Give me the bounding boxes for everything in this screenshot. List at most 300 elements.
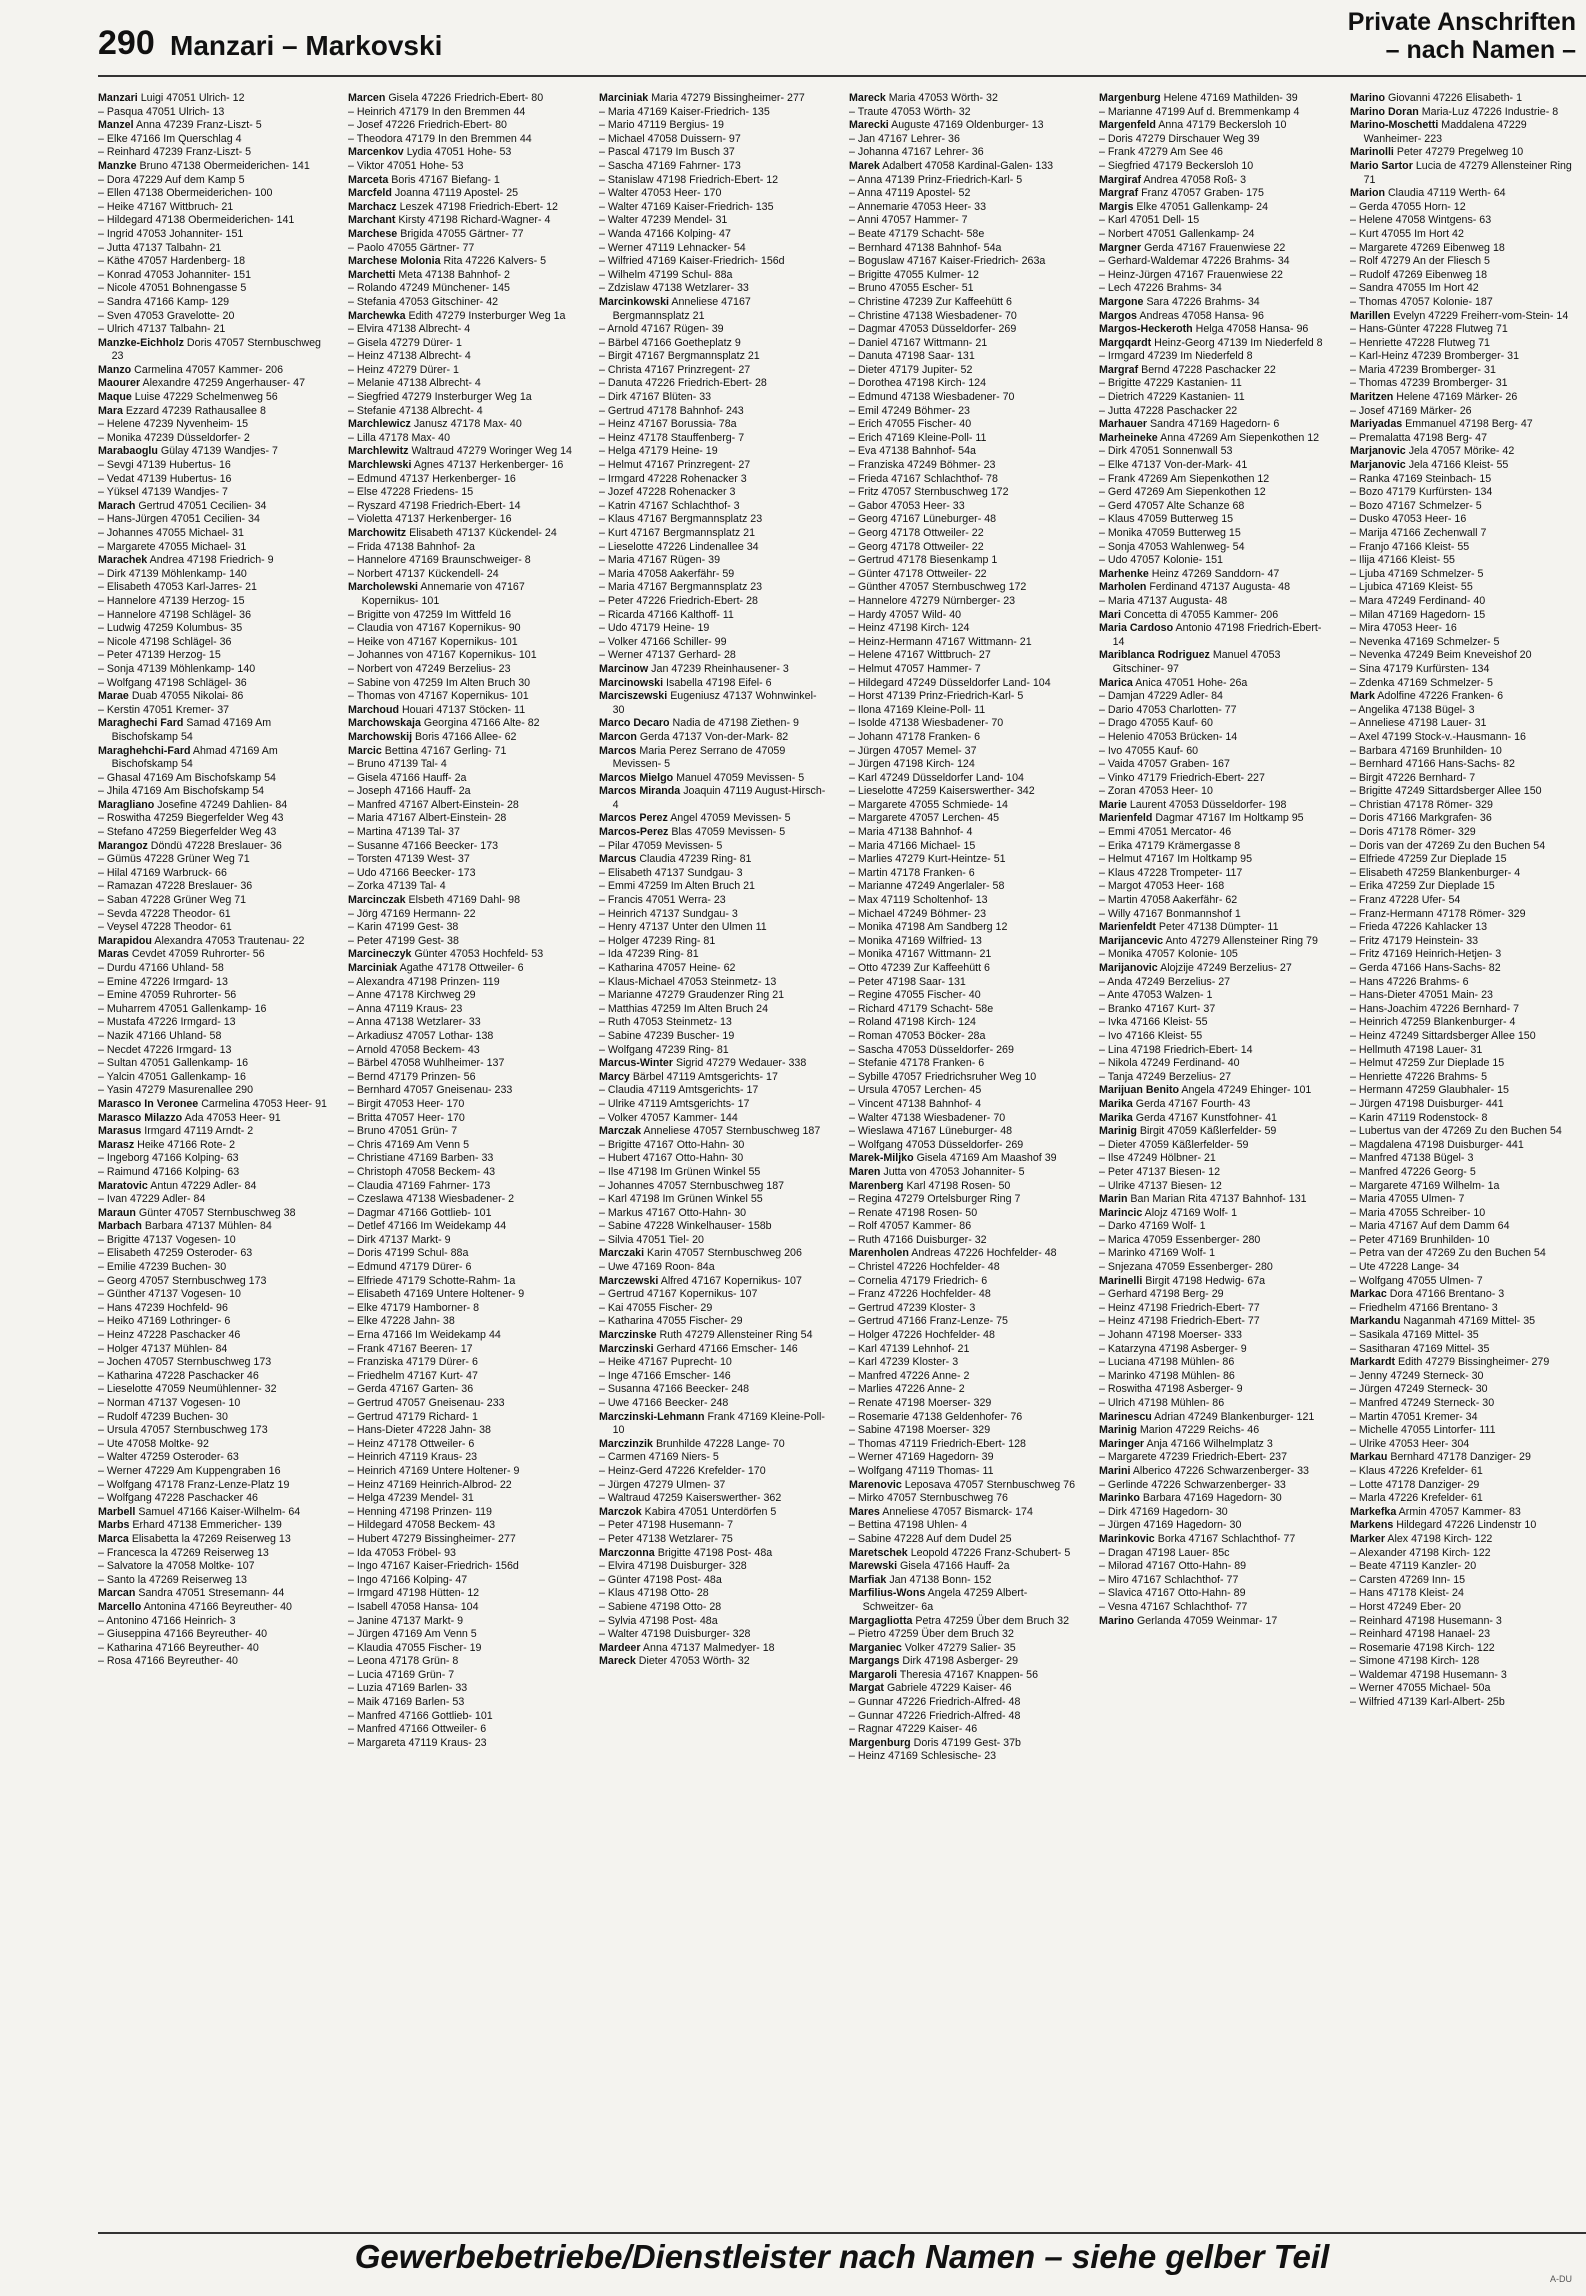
directory-entry xyxy=(849,214,1078,228)
entry-surname: Marinkovic xyxy=(1099,1532,1156,1545)
directory-entry xyxy=(348,1016,577,1030)
directory-entry xyxy=(1350,527,1579,541)
directory-entry xyxy=(98,677,327,691)
entry-details: – Anni 47057 Hammer- 7 xyxy=(848,214,968,227)
directory-entry xyxy=(1099,1343,1328,1357)
directory-entry xyxy=(1350,228,1579,242)
directory-entry xyxy=(1350,745,1579,759)
entry-details: – Udo 47057 Kolonie- 151 xyxy=(1099,554,1224,567)
directory-entry xyxy=(1099,296,1328,310)
entry-surname: Marinig xyxy=(1099,1424,1138,1437)
entry-details: – Dragan 47198 Lauer- 85c xyxy=(1099,1546,1230,1559)
entry-details: – Danuta 47226 Friedrich-Ebert- 28 xyxy=(598,377,767,390)
directory-entry xyxy=(1099,459,1328,473)
entry-details: – Katarzyna 47198 Asberger- 9 xyxy=(1099,1342,1248,1355)
entry-details: – Frieda 47167 Schlachthof- 78 xyxy=(848,472,998,485)
directory-entry xyxy=(348,1139,577,1153)
entry-details: – Gerda 47167 Garten- 36 xyxy=(348,1383,474,1396)
directory-entry xyxy=(849,663,1078,677)
entry-details: – Dirk 47051 Sonnenwall 53 xyxy=(1099,445,1233,458)
entry-details: – Helmut 47259 Zur Dieplade 15 xyxy=(1349,1057,1504,1070)
directory-entry xyxy=(849,119,1078,133)
entry-surname: Marinescu xyxy=(1099,1410,1153,1423)
directory-entry xyxy=(1350,1166,1579,1180)
entry-details: – Premalatta 47198 Berg- 47 xyxy=(1349,431,1487,444)
entry-details: Luise 47229 Schelmenweg 56 xyxy=(134,391,278,404)
entry-details: – Emine 47226 Irmgard- 13 xyxy=(98,975,228,988)
entry-details: – Reinhard 47198 Hanael- 23 xyxy=(1349,1628,1490,1641)
entry-details: – Dusko 47053 Heer- 16 xyxy=(1349,513,1466,526)
directory-entry xyxy=(849,1492,1078,1506)
directory-entry xyxy=(98,1370,327,1384)
entry-surname: Marbach xyxy=(98,1220,142,1233)
directory-entry xyxy=(599,1343,828,1357)
directory-entry xyxy=(348,1438,577,1452)
entry-surname: Mara xyxy=(98,404,123,417)
entry-details: Jan 47138 Bonn- 152 xyxy=(889,1573,992,1586)
entry-details: – Monika 47057 Kolonie- 105 xyxy=(1099,948,1239,961)
entry-surname: Marchant xyxy=(348,214,396,227)
directory-entry xyxy=(1099,310,1328,324)
entry-details: – Richard 47179 Schacht- 58e xyxy=(848,1002,994,1015)
entry-details: – Chris 47169 Am Venn 5 xyxy=(348,1138,470,1151)
directory-entry xyxy=(1099,214,1328,228)
entry-details: Evelyn 47229 Freiherr-vom-Stein- 14 xyxy=(1392,309,1568,322)
entry-surname: Mariblanca Rodriguez xyxy=(1099,649,1211,662)
directory-entry xyxy=(849,908,1078,922)
entry-details: – Petra van der 47269 Zu den Buchen 54 xyxy=(1349,1247,1546,1260)
entry-details: – Alexander 47198 Kirch- 122 xyxy=(1349,1546,1491,1559)
entry-surname: Marienfeldt xyxy=(1099,921,1157,934)
entry-surname: Marcos Perez xyxy=(598,812,668,825)
directory-entry xyxy=(1350,269,1579,283)
entry-details: – Sasikala 47169 Mittel- 35 xyxy=(1349,1329,1479,1342)
entry-details: – Peter 47199 Gest- 38 xyxy=(348,934,460,947)
directory-entry xyxy=(98,799,327,813)
entry-details: – Katrin 47167 Schlachthof- 3 xyxy=(598,499,740,512)
entry-details: – Martin 47051 Kremer- 34 xyxy=(1349,1410,1478,1423)
directory-entry xyxy=(1099,1247,1328,1261)
directory-entry xyxy=(849,1302,1078,1316)
entry-details: – Rosemarie 47198 Kirch- 122 xyxy=(1349,1641,1495,1654)
entry-details: – Sybille 47057 Friedrichsruher Weg 10 xyxy=(848,1070,1037,1083)
directory-entry xyxy=(849,840,1078,854)
entry-surname: Margangs xyxy=(848,1655,900,1668)
directory-entry xyxy=(348,1166,577,1180)
directory-entry xyxy=(348,704,577,718)
entry-details: – Erich 47055 Fischer- 40 xyxy=(848,418,972,431)
entry-details: Naganmah 47169 Mittel- 35 xyxy=(1403,1315,1535,1328)
entry-details: – Bernhard 47166 Hans-Sachs- 82 xyxy=(1349,758,1515,771)
entry-details: – Peter 47169 Brunhilden- 10 xyxy=(1349,1233,1490,1246)
directory-entry xyxy=(849,677,1078,691)
entry-details: – Vaida 47057 Graben- 167 xyxy=(1099,758,1231,771)
directory-entry xyxy=(849,473,1078,487)
entry-details: – Ingo 47166 Kolping- 47 xyxy=(348,1573,468,1586)
entry-details: Armin 47057 Kammer- 83 xyxy=(1398,1505,1521,1518)
directory-entry xyxy=(599,1329,828,1343)
entry-details: – Siegfried 47279 Insterburger Weg 1a xyxy=(348,391,533,404)
directory-entry xyxy=(348,554,577,568)
entry-details: Antonio 47198 Friedrich-Ebert- 14 xyxy=(1112,622,1322,648)
entry-details: – Hildegard 47138 Obermeiderichen- 141 xyxy=(98,214,295,227)
entry-details: – Heinz-Jürgen 47167 Frauenwiese 22 xyxy=(1099,268,1284,281)
directory-entry xyxy=(599,908,828,922)
directory-entry xyxy=(599,1519,828,1533)
entry-details: – Maria 47167 Bergmannsplatz 23 xyxy=(598,581,762,594)
entry-details: Janusz 47178 Max- 40 xyxy=(414,418,523,431)
directory-entry xyxy=(1350,704,1579,718)
entry-details: – Norbert 47051 Gallenkamp- 24 xyxy=(1099,227,1255,240)
directory-entry xyxy=(98,473,327,487)
entry-details: – Jürgen 47057 Memel- 37 xyxy=(848,744,977,757)
entry-surname: Maratovic xyxy=(98,1179,148,1192)
entry-details: Angela 47249 Ehinger- 101 xyxy=(1181,1084,1312,1097)
entry-details: – Pilar 47059 Mevissen- 5 xyxy=(598,839,723,852)
entry-details: – Hans-Jürgen 47051 Cecilien- 34 xyxy=(98,513,260,526)
entry-surname: Manzke-Eichholz xyxy=(98,336,184,349)
directory-entry xyxy=(98,133,327,147)
directory-entry xyxy=(1099,704,1328,718)
entry-details: Sigrid 47279 Wedauer- 338 xyxy=(675,1057,806,1070)
directory-entry xyxy=(98,1601,327,1615)
entry-details: – Henriette 47228 Flutweg 71 xyxy=(1349,336,1490,349)
entry-details: – Martin 47178 Franken- 6 xyxy=(848,866,975,879)
entry-details: – Klaus-Michael 47053 Steinmetz- 13 xyxy=(598,975,776,988)
entry-details: – Fritz 47057 Sternbuschweg 172 xyxy=(848,486,1009,499)
directory-entry xyxy=(1350,473,1579,487)
directory-entry xyxy=(1350,663,1579,677)
entry-details: Eugeniusz 47137 Wohnwinkel- 30 xyxy=(612,690,817,716)
entry-details: – Heinz-Gerd 47226 Krefelder- 170 xyxy=(598,1464,766,1477)
entry-details: Gerhard 47166 Emscher- 146 xyxy=(656,1342,798,1355)
directory-entry xyxy=(348,622,577,636)
entry-details: Barbara 47137 Mühlen- 84 xyxy=(144,1220,272,1233)
entry-details: Jela 47057 Mörike- 42 xyxy=(1408,445,1514,458)
entry-surname: Marcos Mielgo xyxy=(598,771,673,784)
entry-details: – Heinrich 47169 Untere Holtener- 9 xyxy=(348,1464,520,1477)
directory-entry xyxy=(348,690,577,704)
directory-entry xyxy=(599,989,828,1003)
directory-entry xyxy=(1099,1574,1328,1588)
entry-details: – Ulrich 47198 Mühlen- 86 xyxy=(1099,1397,1225,1409)
entry-details: Ahmad 47169 Am Bischofskamp 54 xyxy=(111,744,278,771)
entry-details: Angela 47259 Albert-Schweitzer- 6a xyxy=(862,1587,1028,1613)
entry-details: – Dirk 47139 Möhlenkamp- 140 xyxy=(98,567,247,580)
directory-entry xyxy=(348,1628,577,1642)
entry-surname: Mario Sartor xyxy=(1349,159,1413,172)
section-title-line1: Private Anschriften xyxy=(1347,8,1576,36)
entry-details: Leszek 47198 Friedrich-Ebert- 12 xyxy=(399,200,559,213)
entry-details: – Elisabeth 47259 Osteroder- 63 xyxy=(98,1247,253,1260)
directory-entry xyxy=(1099,1533,1328,1547)
directory-entry xyxy=(348,282,577,296)
directory-entry xyxy=(98,1424,327,1438)
entry-details: – Marla 47226 Krefelder- 61 xyxy=(1349,1492,1483,1505)
directory-entry xyxy=(1350,1383,1579,1397)
directory-entry xyxy=(1099,337,1328,351)
directory-entry xyxy=(98,1533,327,1547)
entry-details: Auguste 47169 Oldenburger- 13 xyxy=(891,119,1044,132)
directory-entry xyxy=(348,1615,577,1629)
entry-details: – Helmut 47167 Prinzregent- 27 xyxy=(598,459,750,472)
entry-details: – Emmi 47259 Im Alten Bruch 21 xyxy=(598,880,755,893)
entry-surname: Marchoud xyxy=(348,703,400,716)
entry-surname: Marino Doran xyxy=(1349,105,1419,118)
directory-entry xyxy=(599,663,828,677)
entry-details: Anica 47051 Hohe- 26a xyxy=(1135,676,1248,689)
directory-entry xyxy=(98,1574,327,1588)
directory-entry xyxy=(348,364,577,378)
entry-surname: Margqardt xyxy=(1099,336,1152,349)
entry-surname: Marchewka xyxy=(348,309,406,322)
directory-entry xyxy=(1099,377,1328,391)
directory-entry xyxy=(599,826,828,840)
entry-surname: Markens xyxy=(1349,1519,1393,1532)
directory-entry xyxy=(849,418,1078,432)
entry-details: – Helga 47239 Mendel- 31 xyxy=(348,1492,475,1505)
entry-surname: Margiraf xyxy=(1099,173,1142,186)
directory-entry xyxy=(98,1343,327,1357)
entry-details: – Sina 47179 Kurfürsten- 134 xyxy=(1349,662,1490,675)
directory-entry xyxy=(98,201,327,215)
directory-entry xyxy=(849,1247,1078,1261)
entry-details: Adrian 47249 Blankenburger- 121 xyxy=(1154,1410,1315,1423)
directory-entry xyxy=(1350,799,1579,813)
directory-entry xyxy=(1099,1411,1328,1425)
entry-surname: Marchlewski xyxy=(348,459,412,472)
entry-details: Sandra 47169 Hagedorn- 6 xyxy=(1150,418,1280,431)
entry-surname: Marin xyxy=(1099,1193,1128,1206)
directory-entry xyxy=(849,1084,1078,1098)
entry-details: – Hildegard 47249 Düsseldorfer Land- 104 xyxy=(848,676,1051,689)
entry-details: Houari 47137 Stöcken- 11 xyxy=(402,703,526,716)
entry-surname: Marcinczak xyxy=(348,894,406,907)
directory-entry xyxy=(1099,772,1328,786)
directory-entry xyxy=(599,1261,828,1275)
entry-details: – Holger 47239 Ring- 81 xyxy=(598,934,715,947)
entry-details: Carmelina 47053 Heer- 91 xyxy=(201,1097,327,1110)
entry-details: Dagmar 47167 Im Holtkamp 95 xyxy=(1155,812,1304,825)
entry-details: – Johann 47198 Moerser- 333 xyxy=(1099,1329,1243,1342)
entry-details: – Ursula 47057 Lerchen- 45 xyxy=(848,1084,982,1097)
directory-entry xyxy=(1099,1125,1328,1139)
entry-surname: Marijuan Benito xyxy=(1099,1084,1180,1097)
entry-surname: Marinig xyxy=(1099,1125,1138,1138)
entry-surname: Mardeer xyxy=(598,1641,641,1654)
entry-details: – Doris 47178 Römer- 329 xyxy=(1349,826,1476,839)
entry-details: – Zorka 47139 Tal- 4 xyxy=(348,880,447,893)
directory-entry xyxy=(98,1560,327,1574)
entry-details: – Sylvia 47198 Post- 48a xyxy=(598,1614,718,1627)
entry-details: Claudia 47239 Ring- 81 xyxy=(639,853,752,866)
entry-details: Maria-Luz 47226 Industrie- 8 xyxy=(1421,105,1558,118)
directory-entry xyxy=(849,880,1078,894)
entry-details: – Franjo 47166 Kleist- 55 xyxy=(1349,540,1469,553)
entry-surname: Marholen xyxy=(1099,581,1147,594)
entry-details: – Ruth 47166 Duisburger- 32 xyxy=(848,1233,987,1246)
entry-surname: Marceta xyxy=(348,173,389,186)
directory-entry xyxy=(1350,1057,1579,1071)
directory-entry xyxy=(599,948,828,962)
entry-details: Agathe 47178 Ottweiler- 6 xyxy=(399,962,524,974)
directory-entry xyxy=(599,785,828,812)
entry-details: – Dieter 47059 Käßlerfelder- 59 xyxy=(1099,1138,1249,1151)
entry-details: – Margot 47053 Heer- 168 xyxy=(1099,880,1225,893)
entry-details: Maria 47053 Wörth- 32 xyxy=(888,92,998,104)
directory-entry xyxy=(599,1587,828,1601)
entry-details: – Henriette 47226 Brahms- 5 xyxy=(1349,1070,1487,1083)
directory-entry xyxy=(98,989,327,1003)
entry-details: Günter 47053 Hochfeld- 53 xyxy=(414,948,544,961)
entry-details: – Dirk 47137 Markt- 9 xyxy=(348,1233,451,1246)
entry-details: Gabriele 47229 Kaiser- 46 xyxy=(886,1682,1012,1695)
entry-details: – Lech 47226 Brahms- 34 xyxy=(1099,282,1223,295)
directory-entry xyxy=(849,1682,1078,1696)
directory-entry xyxy=(98,745,327,772)
directory-entry xyxy=(1099,174,1328,188)
directory-entry xyxy=(1099,255,1328,269)
directory-entry xyxy=(849,826,1078,840)
directory-entry xyxy=(98,880,327,894)
entry-details: – Stefanie 47178 Franken- 6 xyxy=(848,1057,985,1070)
entry-surname: Maras xyxy=(98,948,129,961)
directory-entry xyxy=(98,1451,327,1465)
directory-entry xyxy=(849,812,1078,826)
directory-entry xyxy=(348,1587,577,1601)
directory-entry xyxy=(348,840,577,854)
directory-entry xyxy=(1350,921,1579,935)
entry-surname: Marcen xyxy=(348,92,386,104)
entry-details: – Norbert von 47249 Berzelius- 23 xyxy=(348,662,511,675)
entry-details: – Lotte 47178 Danziger- 29 xyxy=(1349,1478,1479,1491)
entry-details: – Ulrike 47119 Amtsgerichts- 17 xyxy=(598,1097,750,1110)
entry-details: – Mira 47053 Heer- 16 xyxy=(1349,622,1457,635)
entry-details: – Doris 47199 Schul- 88a xyxy=(348,1247,469,1260)
directory-entry xyxy=(1099,812,1328,826)
directory-entry xyxy=(98,1084,327,1098)
entry-details: – Bruno 47051 Grün- 7 xyxy=(348,1125,458,1138)
entry-details: Lucia de 47279 Allensteiner Ring 71 xyxy=(1363,159,1572,186)
directory-entry xyxy=(849,377,1078,391)
directory-entry xyxy=(1099,717,1328,731)
directory-entry xyxy=(1099,1370,1328,1384)
entry-details: – Sascha 47053 Düsseldorfer- 269 xyxy=(848,1043,1014,1056)
directory-entry xyxy=(98,1628,327,1642)
entry-details: – Marianne 47279 Graudenzer Ring 21 xyxy=(598,989,784,1002)
directory-entry xyxy=(849,1125,1078,1139)
directory-entry xyxy=(599,500,828,514)
directory-entry xyxy=(1350,1655,1579,1669)
entry-details: Gisela 47226 Friedrich-Ebert- 80 xyxy=(388,92,544,104)
entry-details: – Veysel 47228 Theodor- 61 xyxy=(98,921,232,934)
entry-details: – Giuseppina 47166 Beyreuther- 40 xyxy=(98,1628,268,1641)
directory-entry xyxy=(599,1397,828,1411)
directory-entry xyxy=(348,119,577,133)
entry-details: – Doris van der 47269 Zu den Buchen 54 xyxy=(1349,839,1545,852)
directory-entry xyxy=(849,1112,1078,1126)
directory-entry xyxy=(348,1030,577,1044)
directory-column-3 xyxy=(599,92,828,2232)
entry-details: Alexandre 47259 Angerhauser- 47 xyxy=(142,377,306,390)
entry-surname: Marincic xyxy=(1099,1206,1143,1219)
directory-entry xyxy=(599,296,828,323)
directory-entry xyxy=(1350,1642,1579,1656)
entry-surname: Mareck xyxy=(598,1655,636,1668)
entry-details: – Maria 47137 Augusta- 48 xyxy=(1099,594,1228,607)
directory-entry xyxy=(1099,405,1328,419)
directory-entry xyxy=(849,500,1078,514)
directory-entry xyxy=(599,459,828,473)
directory-entry xyxy=(98,704,327,718)
entry-details: – Helmut 47057 Hammer- 7 xyxy=(848,662,981,675)
entry-details: – Lieselotte 47259 Kaiserswerther- 342 xyxy=(848,785,1035,798)
directory-entry xyxy=(348,1424,577,1438)
directory-entry xyxy=(348,1302,577,1316)
directory-entry xyxy=(849,1383,1078,1397)
entry-details: – Martina 47139 Tal- 37 xyxy=(348,826,461,839)
directory-entry xyxy=(599,581,828,595)
directory-entry xyxy=(98,609,327,623)
directory-entry xyxy=(348,337,577,351)
entry-details: Barbara 47169 Hagedorn- 30 xyxy=(1143,1492,1283,1505)
directory-entry xyxy=(1099,432,1328,446)
directory-entry xyxy=(599,391,828,405)
directory-entry xyxy=(1099,921,1328,935)
directory-entry xyxy=(1350,119,1579,146)
entry-surname: Marie xyxy=(1099,798,1128,811)
directory-entry xyxy=(849,337,1078,351)
entry-details: – Frank 47167 Beeren- 17 xyxy=(348,1342,473,1355)
directory-entry xyxy=(1099,894,1328,908)
entry-details: Helene 47169 Mathilden- 39 xyxy=(1163,92,1299,104)
directory-entry xyxy=(348,1492,577,1506)
directory-entry xyxy=(98,948,327,962)
entry-details: – Peter 47139 Herzog- 15 xyxy=(98,649,221,662)
entry-details: – Hubert 47167 Otto-Hahn- 30 xyxy=(598,1152,743,1165)
directory-entry xyxy=(599,1370,828,1384)
entry-details: Ezzard 47239 Rathausallee 8 xyxy=(125,404,266,417)
entry-details: – Norman 47137 Vogesen- 10 xyxy=(98,1397,241,1409)
entry-surname: Markac xyxy=(1349,1288,1387,1301)
directory-entry xyxy=(849,228,1078,242)
directory-entry xyxy=(599,745,828,772)
directory-entry xyxy=(348,310,577,324)
directory-entry xyxy=(849,391,1078,405)
entry-details: Adalbert 47058 Kardinal-Galen- 133 xyxy=(882,159,1054,172)
entry-details: Maria Perez Serrano de 47059 Mevissen- 5 xyxy=(612,744,785,771)
entry-details: – Hermann 47259 Glaubhaler- 15 xyxy=(1349,1084,1509,1097)
directory-entry xyxy=(1350,146,1579,160)
entry-surname: Marchlewitz xyxy=(348,445,409,458)
entry-details: – Brigitte 47055 Kulmer- 12 xyxy=(848,268,979,281)
entry-surname: Maritzen xyxy=(1349,391,1393,404)
section-title-line2: – nach Namen – xyxy=(1385,36,1576,64)
directory-entry xyxy=(348,1234,577,1248)
entry-surname: Manzke xyxy=(98,159,137,172)
entry-details: – Helenio 47053 Brücken- 14 xyxy=(1099,730,1238,743)
entry-details: – Manfred 47166 Ottweiler- 6 xyxy=(348,1723,487,1736)
directory-entry xyxy=(1099,133,1328,147)
directory-entry xyxy=(849,174,1078,188)
entry-details: – Uwe 47169 Roon- 84a xyxy=(598,1261,715,1274)
entry-details: – Karl 47198 Im Grünen Winkel 55 xyxy=(598,1193,763,1206)
directory-entry xyxy=(348,527,577,541)
entry-details: – Nazik 47166 Uhland- 58 xyxy=(98,1029,222,1042)
directory-column-6 xyxy=(1350,92,1579,2232)
directory-entry xyxy=(98,1016,327,1030)
directory-entry xyxy=(849,296,1078,310)
